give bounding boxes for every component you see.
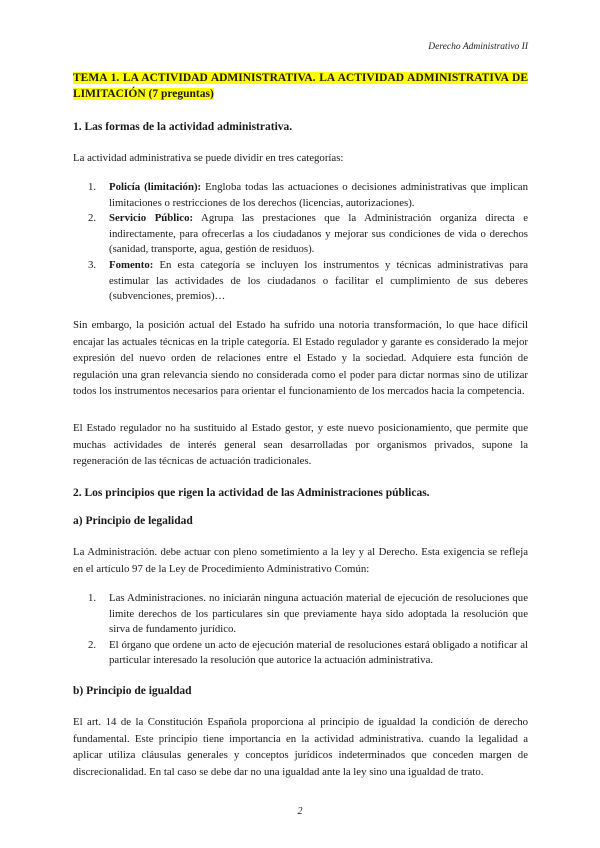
list-item: [88, 638, 528, 669]
list-text: En esta categoría se incluyen los instrumentos y técnicas administrativas para estimular las actividades de los ciudadanos o facilitar el cumplimiento de sus deberes (subvenciones, premios)…: [109, 258, 528, 303]
list-item: [88, 258, 528, 305]
list-item: [88, 591, 528, 638]
page-number: 2: [297, 806, 303, 817]
paragraph-state-transformation: Sin embargo, la posición actual del Estado ha sufrido una notoria transformación, lo que hace difícil encajar las actuales técnicas en la triple categoría. El Estado regulador y garante es considerado la mejor expresión del nuevo orden de relaciones entre el Estado y la sociedad. Adquiere esta función de regulación una gran relevancia siendo no considerada como el poder para dictar normas sino de utilizar todos los instrumentos necesarios para orientar el funcionamiento de los mercados hacia la competencia.: [73, 319, 528, 398]
section-heading-1: 1. Las formas de la actividad administrativa.: [73, 121, 293, 133]
running-header: Derecho Administrativo II: [428, 42, 528, 52]
list-number: 1.: [88, 592, 97, 604]
paragraph-regulator-state: El Estado regulador no ha sustituido al Estado gestor, y este nuevo posicionamiento, que permite que muchas actividades de interés general sean desarrolladas por organismos privados, supone la regeneración de las técnicas de actuación tradicionales.: [73, 422, 528, 468]
paragraph-legality: La Administración. debe actuar con pleno sometimiento a la ley y al Derecho. Esta exigencia se refleja en el artículo 97 de la Ley de Procedimiento Administrativo Común:: [73, 546, 528, 575]
list-text: Agrupa las prestaciones que la Administración organiza directa e indirectamente, para ofrecerlas a los ciudadanos y mejorar sus condiciones de vida o derechos (sanidad, transporte, agua, gestión de residuos).: [109, 212, 528, 256]
list-text: El órgano que ordene un acto de ejecución material de resoluciones estará obligado a notificar al particular interesado la resolución que autorice la actuación administrativa.: [109, 638, 528, 667]
list-number: 3.: [88, 258, 97, 271]
subheading-equality: b) Principio de igualdad: [73, 685, 192, 697]
intro-paragraph: La actividad administrativa se puede dividir en tres categorías:: [73, 152, 344, 164]
list-number: 1.: [88, 181, 97, 193]
list-number: 2.: [88, 638, 97, 651]
chapter-title: [73, 70, 528, 102]
categories-list: [88, 180, 528, 305]
list-term: Policía (limitación):: [109, 181, 202, 193]
highlighted-title-text: TEMA 1. LA ACTIVIDAD ADMINISTRATIVA. LA ACTIVIDAD ADMINISTRATIVA DE LIMITACIÓN (7 preguntas): [73, 72, 528, 100]
list-item: [88, 211, 528, 258]
paragraph-equality: El art. 14 de la Constitución Española proporciona al principio de igualdad la condición de derecho fundamental. Este principio tiene importancia en la actividad administrativa. cuando la legalidad a aplicar utiliza cláusulas generales y conceptos jurídicos indeterminados que conceden margen de discrecionalidad. En tal caso se debe dar no una igualdad ante la ley sino una igualdad de trato.: [73, 716, 528, 778]
subheading-legality: a) Principio de legalidad: [73, 515, 193, 527]
list-term: Servicio Público:: [109, 212, 194, 225]
list-number: 2.: [88, 212, 97, 225]
list-term: Fomento:: [109, 258, 154, 271]
section-heading-2: 2. Los principios que rigen la actividad de las Administraciones públicas.: [73, 487, 430, 499]
list-text: Las Administraciones. no iniciarán ninguna actuación material de ejecución de resoluciones que limite derechos de los particulares sin que previamente haya sido adoptada la resolución que sirva de fundamento jurídico.: [109, 592, 528, 636]
list-item: [88, 180, 528, 211]
list-text: Engloba todas las actuaciones o decisiones administrativas que implican limitaciones o restricciones de los derechos (licencias, autorizaciones).: [109, 181, 528, 209]
article-97-list: [88, 591, 528, 669]
